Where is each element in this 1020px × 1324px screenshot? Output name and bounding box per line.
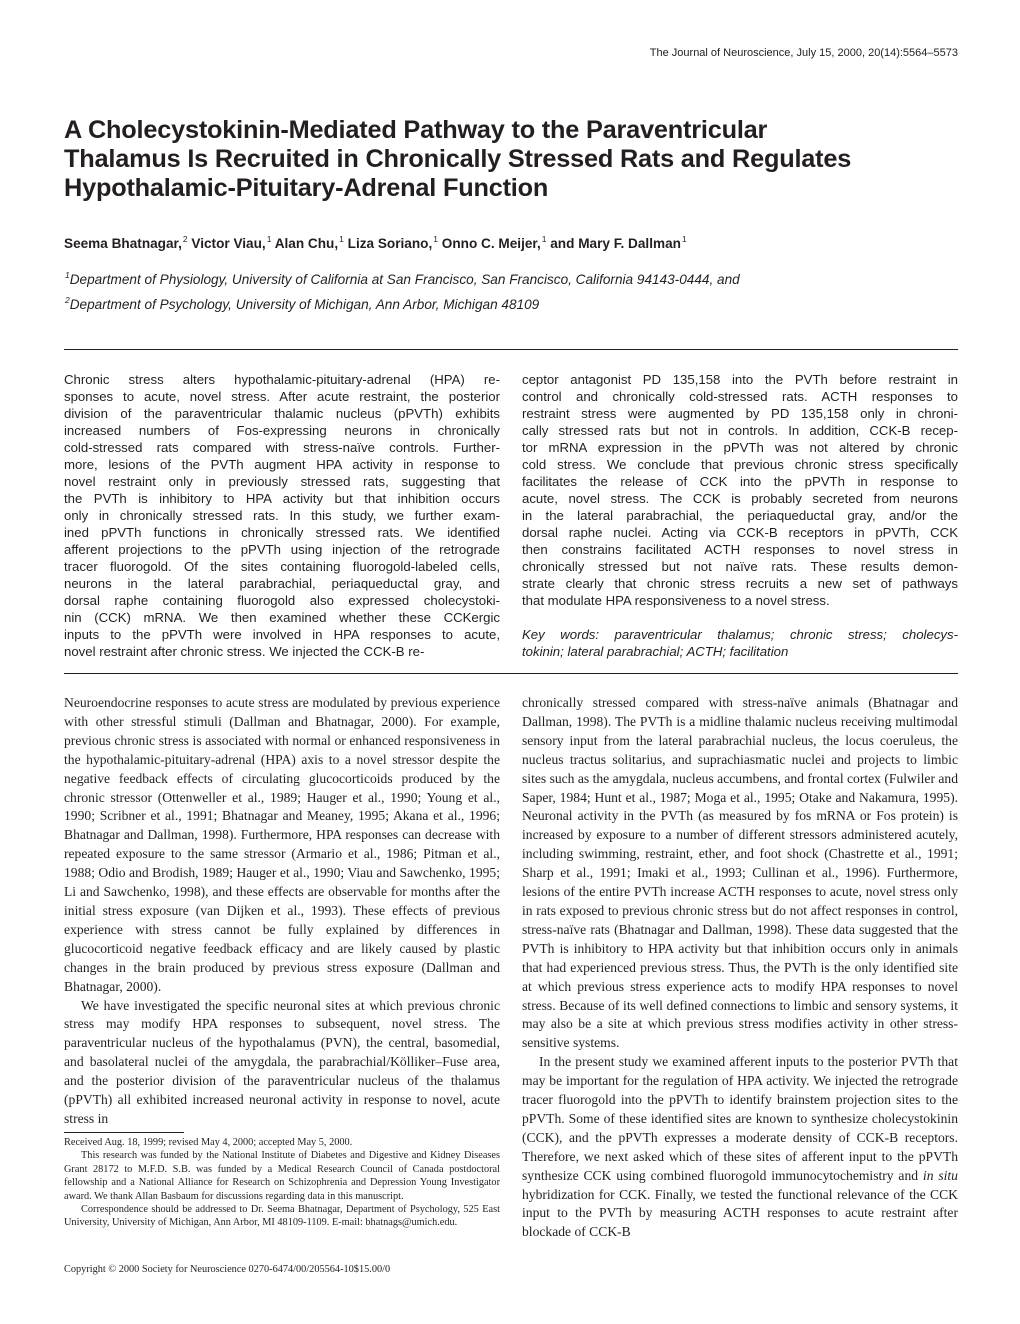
author-name: Onno C. Meijer, [441, 236, 541, 251]
paragraph-text: hybridization for CCK. Finally, we tested the functional relevance of the CCK input to the PVTh by measuring ACTH responses to acute restraint after blockade of CCK-B [522, 1186, 958, 1240]
title-line: A Cholecystokinin-Mediated Pathway to the Paraventricular [64, 116, 768, 144]
paragraph [522, 1053, 958, 1242]
abstract-line: strate clearly that chronic stress recruits a new set of pathways [522, 576, 958, 591]
affiliation-line [64, 265, 740, 290]
affiliation-mark: 1 [541, 234, 547, 244]
abstract-line: tracer fluorogold. Of the sites containing fluorogold-labeled cells, [64, 559, 500, 574]
divider [64, 349, 958, 350]
abstract-line: tor mRNA expression in the pPVTh was not altered by chronic [522, 440, 958, 455]
author-name: Alan Chu, [274, 236, 339, 251]
abstract-line: dorsal raphe nuclei. Acting via CCK-B receptors in pPVTh, CCK [522, 525, 958, 540]
author-name: Victor Viau, [191, 236, 266, 251]
abstract-line: neurons in the lateral parabrachial, periaqueductal gray, and [64, 576, 500, 591]
abstract-line: only in chronically stressed rats. In this study, we further exam- [64, 508, 500, 523]
abstract-line: in the lateral parabrachial, the periaqueductal gray, and/or the [522, 508, 958, 523]
paragraph: We have investigated the specific neuronal sites at which previous chronic stress may modify HPA responses to subsequent, novel stress. The paraventricular nucleus of the hypothalamus (PVN), the central, basomedial, and basolateral nuclei of the amygdala, the parabrachial/Kölliker–Fuse area, and the posterior division of the paraventricular nucleus of the thalamus (pPVTh) all exhibited increased neuronal activity in response to novel, acute stress in [64, 997, 500, 1126]
abstract-line: increased numbers of Fos-expressing neurons in chronically [64, 423, 500, 438]
affiliations [64, 265, 740, 315]
journal-header: The Journal of Neuroscience, July 15, 2000, 20(14):5564–5573 [649, 47, 958, 59]
keywords [522, 626, 958, 660]
footnote-divider [64, 1132, 184, 1133]
keywords-line: tokinin; lateral parabrachial; ACTH; facilitation [522, 644, 789, 659]
affiliation-mark: 1 [266, 234, 272, 244]
abstract-line: then constrains facilitated ACTH responses to novel stress in [522, 542, 958, 557]
abstract-line: chronically stressed but not naïve rats. These results demon- [522, 559, 958, 574]
abstract-line: afferent projections to the pPVTh using injection of the retrograde [64, 542, 500, 557]
author-name: and Mary F. Dallman [550, 236, 681, 251]
affiliation-mark: 2 [65, 295, 70, 305]
footnotes [64, 1136, 500, 1230]
abstract-line: cally stressed rats but not in controls. In addition, CCK-B recep- [522, 423, 958, 438]
affiliation-line [64, 290, 740, 315]
abstract-line: control and chronically cold-stressed rats. ACTH responses to [522, 389, 958, 404]
body-left-column [64, 694, 500, 1129]
abstract-line: sponses to acute, novel stress. After acute restraint, the posterior [64, 389, 500, 404]
affiliation-text: Department of Psychology, University of Michigan, Ann Arbor, Michigan 48109 [69, 297, 540, 312]
abstract-line: novel restraint only in previously stressed rats, suggesting that [64, 474, 500, 489]
copyright-line: Copyright © 2000 Society for Neuroscience 0270-6474/00/205564-10$15.00/0 [64, 1264, 391, 1275]
keywords-line: Key words: paraventricular thalamus; chronic stress; cholecys- [522, 627, 958, 642]
abstract-line: the PVTh is inhibitory to HPA activity but that inhibition occurs [64, 491, 500, 506]
abstract-line: cold stress. We conclude that previous chronic stress specifically [522, 457, 958, 472]
affiliation-mark: 2 [182, 234, 188, 244]
abstract-line: restraint stress were augmented by PD 135,158 only in chroni- [522, 406, 958, 421]
abstract-line: novel restraint after chronic stress. We injected the CCK-B re- [64, 644, 425, 659]
abstract-line: nin (CCK) mRNA. We then examined whether these CCKergic [64, 610, 500, 625]
abstract-line: inputs to the pPVTh were involved in HPA responses to acute, [64, 627, 500, 642]
body-right-column [522, 694, 958, 1242]
abstract-line: ined pPVTh functions in chronically stressed rats. We identified [64, 525, 500, 540]
abstract-line: Chronic stress alters hypothalamic-pituitary-adrenal (HPA) re- [64, 372, 500, 387]
abstract-line: ceptor antagonist PD 135,158 into the PVTh before restraint in [522, 372, 958, 387]
abstract-line: that modulate HPA responsiveness to a novel stress. [522, 593, 830, 608]
paragraph-text: In the present study we examined afferent inputs to the posterior PVTh that may be important for the regulation of HPA activity. We injected the retrograde tracer fluorogold into the pPVTh to identify brainstem projection sites to the pPVTh. Some of these identified sites are known to synthesize cholecystokinin (CCK), and the pPVTh expresses a moderate density of CCK-B receptors. Therefore, we next asked which of these sites of afferent input to the pPVTh synthesize CCK using combined fluorogold immunocytochemistry and [522, 1054, 958, 1183]
correspondence-note: Correspondence should be addressed to Dr. Seema Bhatnagar, Department of Psychology, 525 East University, University of Michigan, Ann Arbor, MI 48109-1109. E-mail: bhatnags@umich.edu. [64, 1204, 500, 1229]
title-line: Hypothalamic-Pituitary-Adrenal Function [64, 174, 549, 202]
abstract-left-column [64, 371, 500, 660]
italic-term: in situ [922, 1167, 958, 1183]
abstract-line: division of the paraventricular thalamic nucleus (pPVTh) exhibits [64, 406, 500, 421]
title-line: Thalamus Is Recruited in Chronically Stressed Rats and Regulates [64, 145, 852, 173]
abstract-line: dorsal raphe containing fluorogold also expressed cholecystoki- [64, 593, 500, 608]
affiliation-text: Department of Physiology, University of California at San Francisco, San Francisco, California 94143-0444, and [69, 272, 740, 287]
author-name: Liza Soriano, [347, 236, 433, 251]
abstract-line: acute, novel stress. The CCK is probably secreted from neurons [522, 491, 958, 506]
affiliation-mark: 1 [681, 234, 687, 244]
author-name: Seema Bhatnagar, [64, 236, 182, 251]
author-list [64, 234, 687, 251]
affiliation-mark: 1 [65, 270, 70, 280]
abstract-line: cold-stressed rats compared with stress-naïve controls. Further- [64, 440, 500, 455]
abstract-right-column [522, 371, 958, 660]
abstract-line: facilitates the release of CCK into the pPVTh in response to [522, 474, 958, 489]
divider [64, 673, 958, 674]
affiliation-mark: 1 [433, 234, 438, 244]
received-dates: Received Aug. 18, 1999; revised May 4, 2000; accepted May 5, 2000. [64, 1137, 353, 1148]
article-title [64, 116, 964, 203]
funding-note: This research was funded by the National Institute of Diabetes and Digestive and Kidney Diseases Grant 28172 to M.F.D. S.B. was funded by a Medical Research Council of Canada postdoctoral fellowship and a National Alliance for Research on Schizophrenia and Depression Young Investigator award. We thank Allan Basbaum for discussions regarding data in this manuscript. [64, 1150, 500, 1202]
affiliation-mark: 1 [339, 234, 344, 244]
abstract-line: more, lesions of the PVTh augment HPA activity in response to [64, 457, 500, 472]
paragraph: chronically stressed compared with stress-naïve animals (Bhatnagar and Dallman, 1998). The PVTh is a midline thalamic nucleus receiving multimodal sensory input from the lateral parabrachial nucleus, the locus coeruleus, the nucleus tractus solitarius, and suprachiasmatic nuclei and projects to limbic sites such as the amygdala, nucleus accumbens, and frontal cortex (Fulwiler and Saper, 1984; Hunt et al., 1987; Moga et al., 1995; Otake and Nakamura, 1995). Neuronal activity in the PVTh (as measured by fos mRNA or Fos protein) is increased by exposure to a number of different stressors administered acutely, including swimming, restraint, ether, and foot shock (Chastrette et al., 1991; Sharp et al., 1991; Imaki et al., 1993; Cullinan et al., 1996). Furthermore, lesions of the entire PVTh increase ACTH responses to acute, novel stress only in rats exposed to previous chronic stress but do not affect responses in control, stress-naïve rats (Bhatnagar and Dallman, 1998). These data suggested that the PVTh is inhibitory to HPA activity but that inhibition occurs only in animals that had experienced previous stress. Thus, the PVTh is the only identified site at which previous stress experience acts to modify HPA responses to novel stress. Because of its well defined connections to limbic and sensory systems, it may also be a site at which previous stress modifies activity in other stress-sensitive systems. [522, 695, 958, 1051]
paragraph: Neuroendocrine responses to acute stress are modulated by previous experience with other stressful stimuli (Dallman and Bhatnagar, 2000). For example, previous chronic stress is associated with normal or enhanced responsiveness in the hypothalamic-pituitary-adrenal (HPA) axis to a novel stressor despite the negative feedback effects of circulating glucocorticoids produced by the chronic stressor (Ottenweller et al., 1989; Hauger et al., 1990; Young et al., 1990; Scribner et al., 1991; Bhatnagar and Meaney, 1995; Akana et al., 1996; Bhatnagar and Dallman, 1998). Furthermore, HPA responses can decrease with repeated exposure to the same stressor (Armario et al., 1986; Pitman et al., 1988; Odio and Brodish, 1989; Hauger et al., 1990; Viau and Sawchenko, 1995; Li and Sawchenko, 1998), and these effects are observable for months after the initial stress exposure (van Dijken et al., 1993). These effects of previous experience with stress cannot be fully explained by differences in glucocorticoid negative feedback efficacy and are likely caused by plastic changes in the brain produced by previous stress exposure (Dallman and Bhatnagar, 2000). [64, 695, 500, 994]
